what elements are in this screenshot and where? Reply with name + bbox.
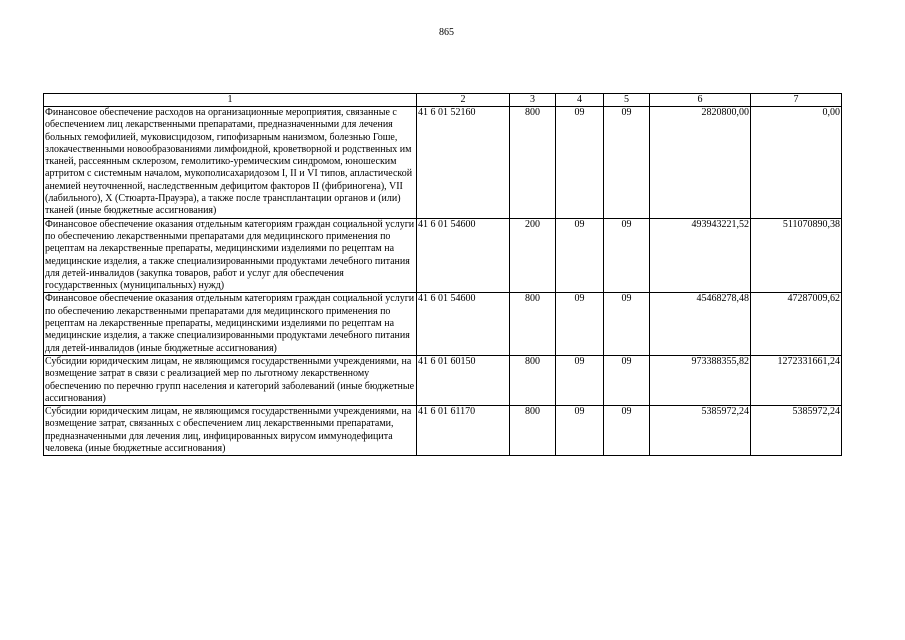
row-1-code: 41 6 01 52160 (417, 107, 510, 219)
row-4-code: 41 6 01 60150 (417, 355, 510, 405)
row-5-code: 41 6 01 61170 (417, 406, 510, 456)
header-col-6: 6 (650, 94, 751, 107)
page-number: 865 (439, 27, 454, 38)
row-2-code: 41 6 01 54600 (417, 218, 510, 293)
row-4-col3: 800 (510, 355, 556, 405)
row-1-name: Финансовое обеспечение расходов на организационные мероприятия, связанные с обеспечением лиц лекарственными препаратами, предназначенными для лечения больных гемофилией, муковисцидозом, гипофизарным нанизмом, болезнью Гоше, злокачественными новообразованиями лимфоидной, кроветворной и родственных им тканей, рассеянным склерозом, гемолитико-уремическим синдромом, юношеским артритом с системным началом, мукополисахаридозом I, II и VI типов, апластической анемией неуточненной, наследственным дефицитом факторов II (фибриногена), VII (лабильного), X (Стюарта-Прауэра), а также после трансплантации органов и (или) тканей (иные бюджетные ассигнования) (44, 107, 417, 219)
row-3-col4: 09 (556, 293, 604, 355)
row-1-col3: 800 (510, 107, 556, 219)
header-col-1: 1 (44, 94, 417, 107)
row-3-name: Финансовое обеспечение оказания отдельным категориям граждан социальной услуги по обеспечению лекарственными препаратами для медицинского применения по рецептам на лекарственные препараты, медицинскими изделиями по рецептам на медицинские изделия, а также специализированными продуктами лечебного питания для детей-инвалидов (иные бюджетные ассигнования) (44, 293, 417, 355)
table-row (44, 293, 842, 355)
header-col-7: 7 (751, 94, 842, 107)
table-header (44, 94, 842, 107)
table-row (44, 218, 842, 293)
row-1-col6: 2820800,00 (650, 107, 751, 219)
row-5-col4: 09 (556, 406, 604, 456)
row-4-col4: 09 (556, 355, 604, 405)
row-4-col7: 1272331661,24 (751, 355, 842, 405)
row-5-name: Субсидии юридическим лицам, не являющимся государственными учреждениями, на возмещение затрат, связанных с обеспечением лиц лекарственными препаратами, предназначенными для лечения лиц, инфицированных вирусом иммунодефицита человека (иные бюджетные ассигнования) (44, 406, 417, 456)
table-row (44, 406, 842, 456)
table-row (44, 107, 842, 219)
row-3-col5: 09 (604, 293, 650, 355)
header-row (44, 94, 842, 107)
row-1-col7: 0,00 (751, 107, 842, 219)
row-2-col5: 09 (604, 218, 650, 293)
header-col-5: 5 (604, 94, 650, 107)
header-col-4: 4 (556, 94, 604, 107)
row-3-col7: 47287009,62 (751, 293, 842, 355)
row-4-col6: 973388355,82 (650, 355, 751, 405)
row-5-col5: 09 (604, 406, 650, 456)
row-4-col5: 09 (604, 355, 650, 405)
row-5-col7: 5385972,24 (751, 406, 842, 456)
row-2-col7: 511070890,38 (751, 218, 842, 293)
row-1-col4: 09 (556, 107, 604, 219)
table-row (44, 355, 842, 405)
row-2-col6: 493943221,52 (650, 218, 751, 293)
header-col-3: 3 (510, 94, 556, 107)
table-body (44, 107, 842, 456)
header-col-2: 2 (417, 94, 510, 107)
row-5-col6: 5385972,24 (650, 406, 751, 456)
row-5-col3: 800 (510, 406, 556, 456)
row-2-col4: 09 (556, 218, 604, 293)
row-3-col3: 800 (510, 293, 556, 355)
row-1-col5: 09 (604, 107, 650, 219)
row-2-name: Финансовое обеспечение оказания отдельным категориям граждан социальной услуги по обеспечению лекарственными препаратами для медицинского применения по рецептам на лекарственные препараты, медицинскими изделиями по рецептам на медицинские изделия, а также специализированными продуктами лечебного питания для детей-инвалидов (закупка товаров, работ и услуг для обеспечения государственных (муниципальных) нужд) (44, 218, 417, 293)
budget-table (43, 93, 842, 456)
row-4-name: Субсидии юридическим лицам, не являющимся государственными учреждениями, на возмещение затрат в связи с реализацией мер по льготному лекарственному обеспечению по перечню групп населения и категорий заболеваний (иные бюджетные ассигнования) (44, 355, 417, 405)
row-3-code: 41 6 01 54600 (417, 293, 510, 355)
row-3-col6: 45468278,48 (650, 293, 751, 355)
row-2-col3: 200 (510, 218, 556, 293)
